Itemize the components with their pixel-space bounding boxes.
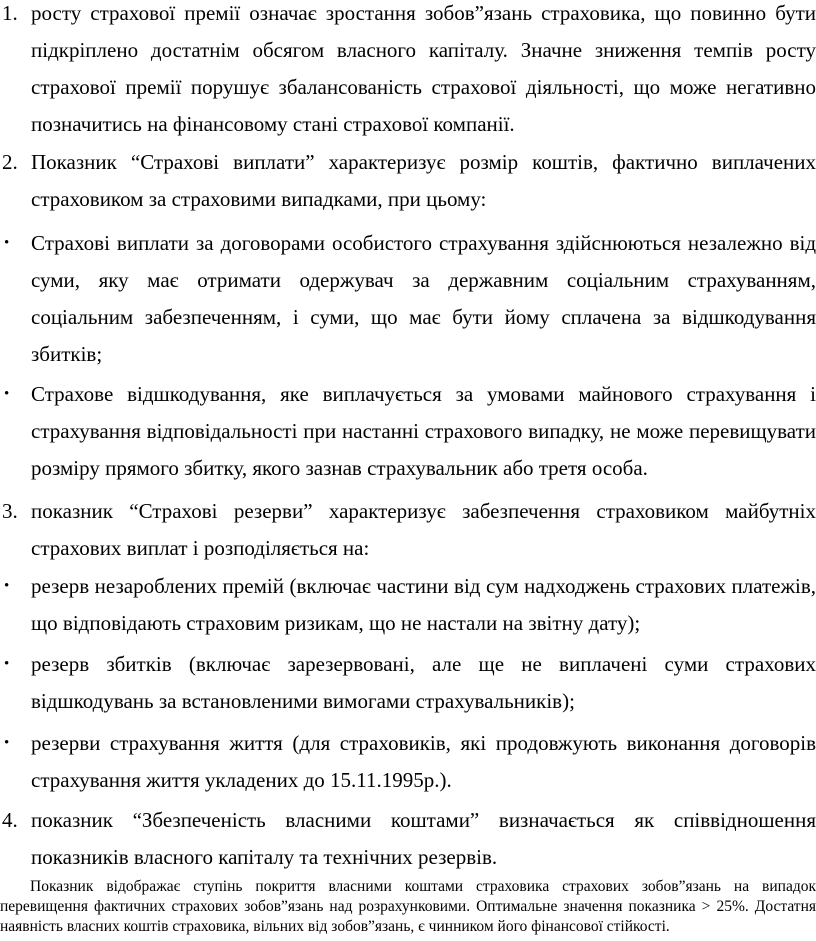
list-item-1 [0, 0, 816, 143]
bullet-item-3 [0, 568, 816, 642]
bullet-item-5 [0, 725, 816, 799]
list-item-text: показник “Страхові резерви” характеризує забезпечення страховиком майбутніх страхових виплат і розподіляється на: [31, 499, 816, 560]
list-number: 1. [2, 1, 18, 25]
list-item-text: Страхові виплати за договорами особистого страхування здійснюються незалежно від суми, яку має отримати одержувач за державним соціальним страхуванням, соціальним забезпеченням, і суми, що має бути йому сплачена за відшкодування збитків; [31, 231, 816, 366]
list-item-text: Страхове відшкодування, яке виплачується за умовами майнового страхування і страхування відповідальності при настанні страхового випадку, не може перевищувати розміру прямого збитку, якого зазнав страхувальник або третя особа. [31, 382, 816, 480]
bullet-icon: • [4, 735, 10, 751]
list-number: 3. [2, 499, 18, 523]
footnote-text: Показник відображає ступінь покриття власними коштами страховика страхових зобов”язань на випадок перевищення фактичних страхових зобов”язань над розрахунковими. Оптимальне значення показника > 25%. Достатня наявність власних коштів страховика, вільних від зобов”язань, є чинником його фінансової стійкості. [0, 878, 816, 935]
bullet-icon: • [4, 386, 10, 402]
bullet-icon: • [4, 235, 10, 251]
list-item-2 [0, 144, 816, 218]
list-item-text: резерв збитків (включає зарезервовані, але ще не виплачені суми страхових відшкодувань за встановленими вимогами страхувальників); [31, 652, 816, 713]
footnote-paragraph [0, 877, 816, 937]
list-item-text: показник “Збезпеченість власними коштами” визначається як співвідношення показників власного капіталу та технічних резервів. [31, 808, 816, 869]
bullet-icon: • [4, 578, 10, 594]
list-item-text: Показник “Страхові виплати” характеризує розмір коштів, фактично виплачених страховиком за страховими випадками, при цьому: [31, 150, 816, 211]
list-item-4 [0, 802, 816, 876]
list-item-text: росту страхової премії означає зростання зобов”язань страховика, що повинно бути підкріплено достатнім обсягом власного капіталу. Значне зниження темпів росту страхової премії порушує збалансованість страхової діяльності, що може негативно позначитись на фінансовому стані страхової компанії. [31, 1, 816, 136]
list-item-text: резерв незароблених премій (включає частини від сум надходжень страхових платежів, що відповідають страховим ризикам, що не настали на звітну дату); [31, 574, 816, 635]
bullet-icon: • [4, 656, 10, 672]
bullet-item-2 [0, 376, 816, 487]
list-item-text: резерви страхування життя (для страховиків, які продовжують виконання договорів страхування життя укладених до 15.11.1995р.). [31, 731, 816, 792]
list-number: 2. [2, 150, 18, 174]
list-number: 4. [2, 808, 18, 832]
list-item-3 [0, 493, 816, 567]
bullet-item-4 [0, 646, 816, 720]
bullet-item-1 [0, 225, 816, 373]
